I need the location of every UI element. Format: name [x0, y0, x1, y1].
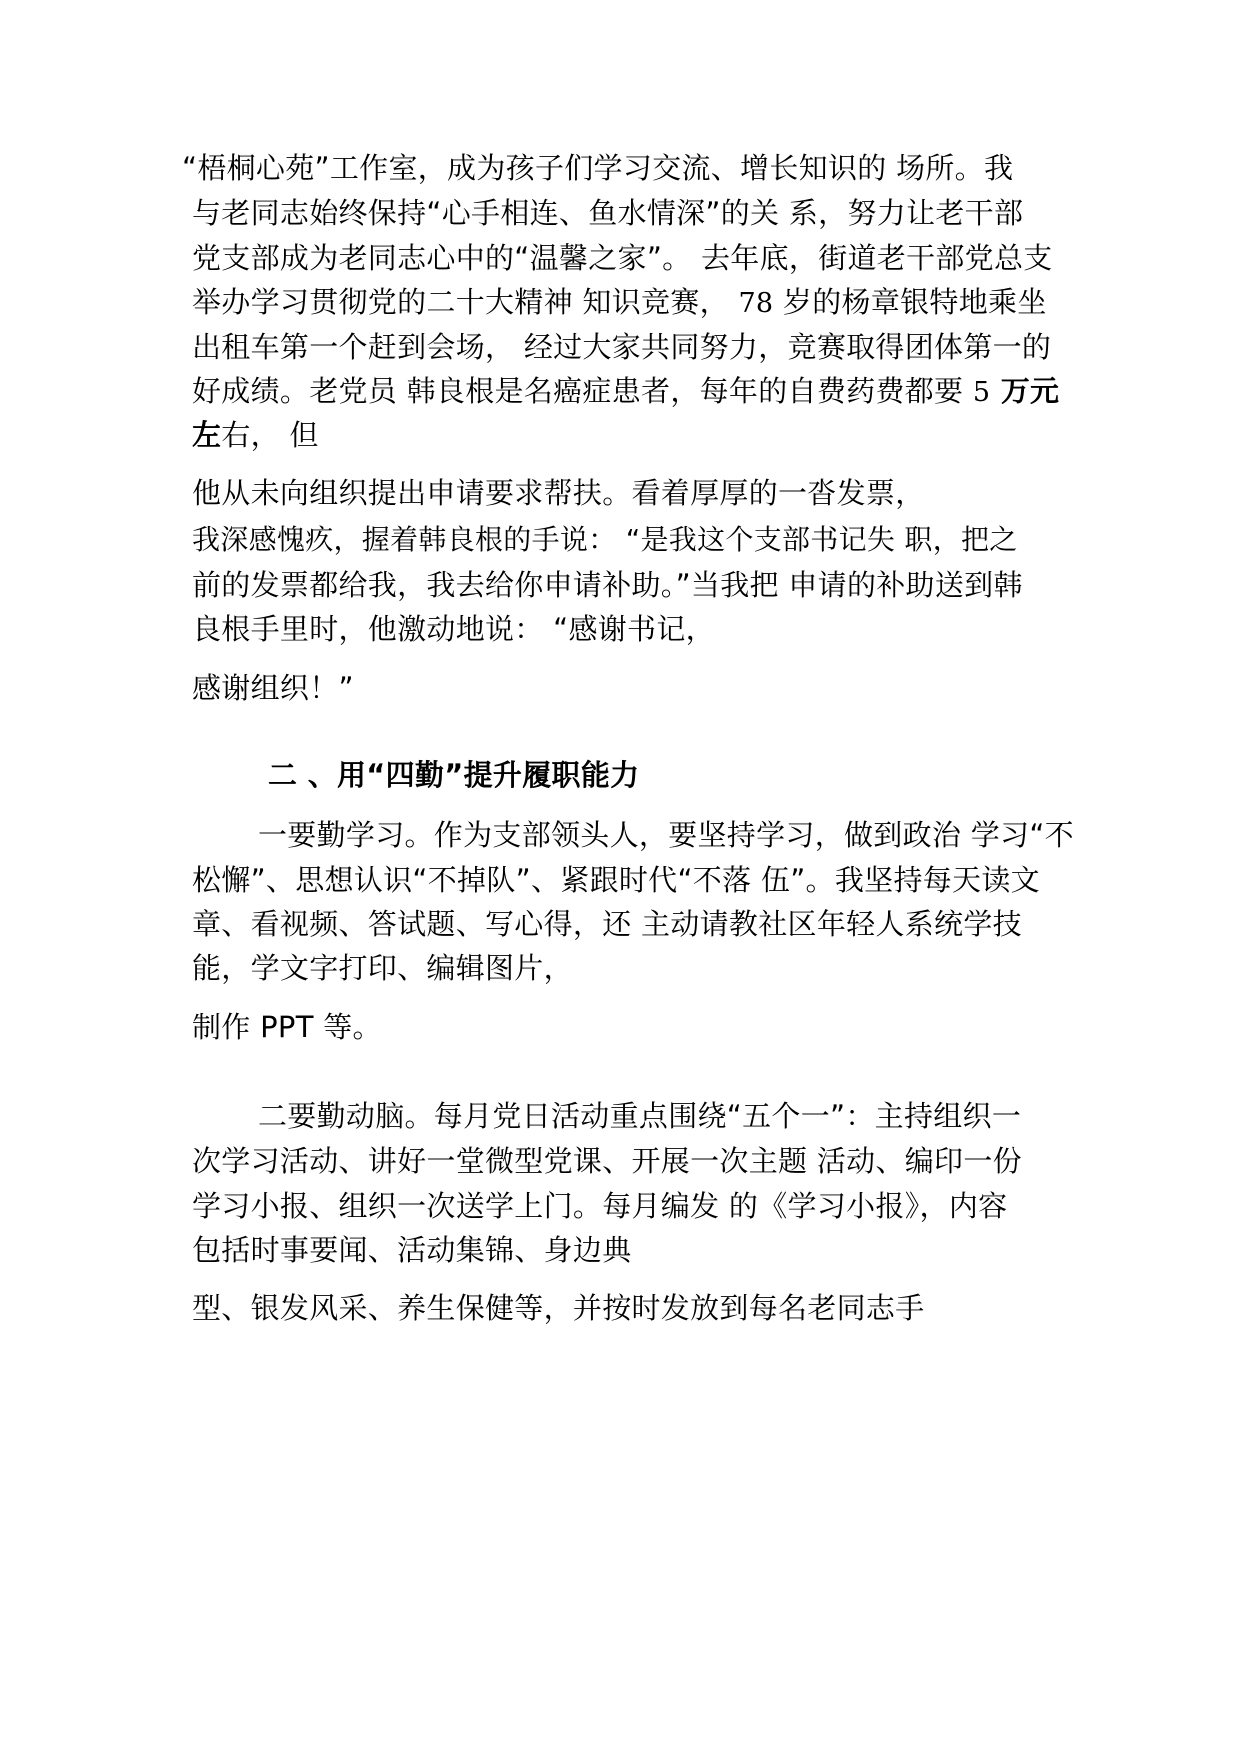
text-segment: 举办学习贯彻党的二十大精神 知识竞赛，: [192, 285, 739, 319]
paragraph-line: 松懈”、思想认识“不掉队”、紧跟时代“不落 伍”。我坚持每天读文: [192, 863, 1040, 897]
paragraph-line: 二要勤动脑。每月党日活动重点围绕“五个一”：主持组织一: [258, 1099, 1022, 1133]
age-number: 78: [738, 288, 774, 319]
paragraph-line: [192, 374, 1059, 410]
paragraph-line: 他从未向组织提出申请要求帮扶。看着厚厚的一沓发票，: [192, 476, 925, 510]
paragraph-line: 我深感愧疚，握着韩良根的手说： “是我这个支部书记失 职，把之: [192, 523, 1018, 556]
paragraph-line: “梧桐心苑”工作室，成为孩子们学习交流、增长知识的 场所。我: [182, 151, 1014, 185]
paragraph-line: 一要勤学习。作为支部领头人，要坚持学习，做到政治 学习“不: [258, 818, 1074, 852]
paragraph-line: 制作 PPT 等。: [192, 1010, 382, 1044]
section-heading: 二 、用“四勤”提升履职能力: [268, 758, 640, 792]
paragraph-line: 感谢组织！”: [192, 671, 354, 705]
text-segment: 万元: [990, 374, 1060, 408]
text-segment: 好成绩。老党员 韩良根是名癌症患者，每年的自费药费都要: [192, 374, 973, 408]
amount-number: 5: [972, 377, 991, 408]
paragraph-line: 与老同志始终保持“心手相连、鱼水情深”的关 系，努力让老干部: [192, 196, 1024, 230]
paragraph-line: 包括时事要闻、活动集锦、身边典: [192, 1233, 632, 1267]
paragraph-line: 前的发票都给我，我去给你申请补助。”当我把 申请的补助送到韩: [192, 568, 1023, 602]
paragraph-line: [192, 285, 1047, 321]
paragraph-line: 出租车第一个赶到会场， 经过大家共同努力，竞赛取得团体第一的: [192, 330, 1052, 364]
paragraph-line: 学习小报、组织一次送学上门。每月编发 的《学习小报》，内容: [192, 1189, 1008, 1223]
paragraph-line: 次学习活动、讲好一堂微型党课、开展一次主题 活动、编印一份: [192, 1144, 1022, 1178]
paragraph-line: 能，学文字打印、编辑图片，: [192, 951, 573, 985]
paragraph-line: 型、银发风采、养生保健等，并按时发放到每名老同志手: [192, 1291, 925, 1325]
text-segment: 左: [192, 418, 222, 452]
text-segment: 右， 但: [221, 418, 319, 452]
paragraph-line: 良根手里时，他激动地说： “感谢书记，: [192, 612, 715, 646]
paragraph-line: 党支部成为老同志心中的“温馨之家”。 去年底，街道老干部党总支: [192, 241, 1053, 275]
paragraph-line: [192, 418, 319, 452]
paragraph-line: 章、看视频、答试题、写心得，还 主动请教社区年轻人系统学技: [192, 907, 1022, 941]
text-segment: 岁的杨章银特地乘坐: [773, 285, 1047, 319]
